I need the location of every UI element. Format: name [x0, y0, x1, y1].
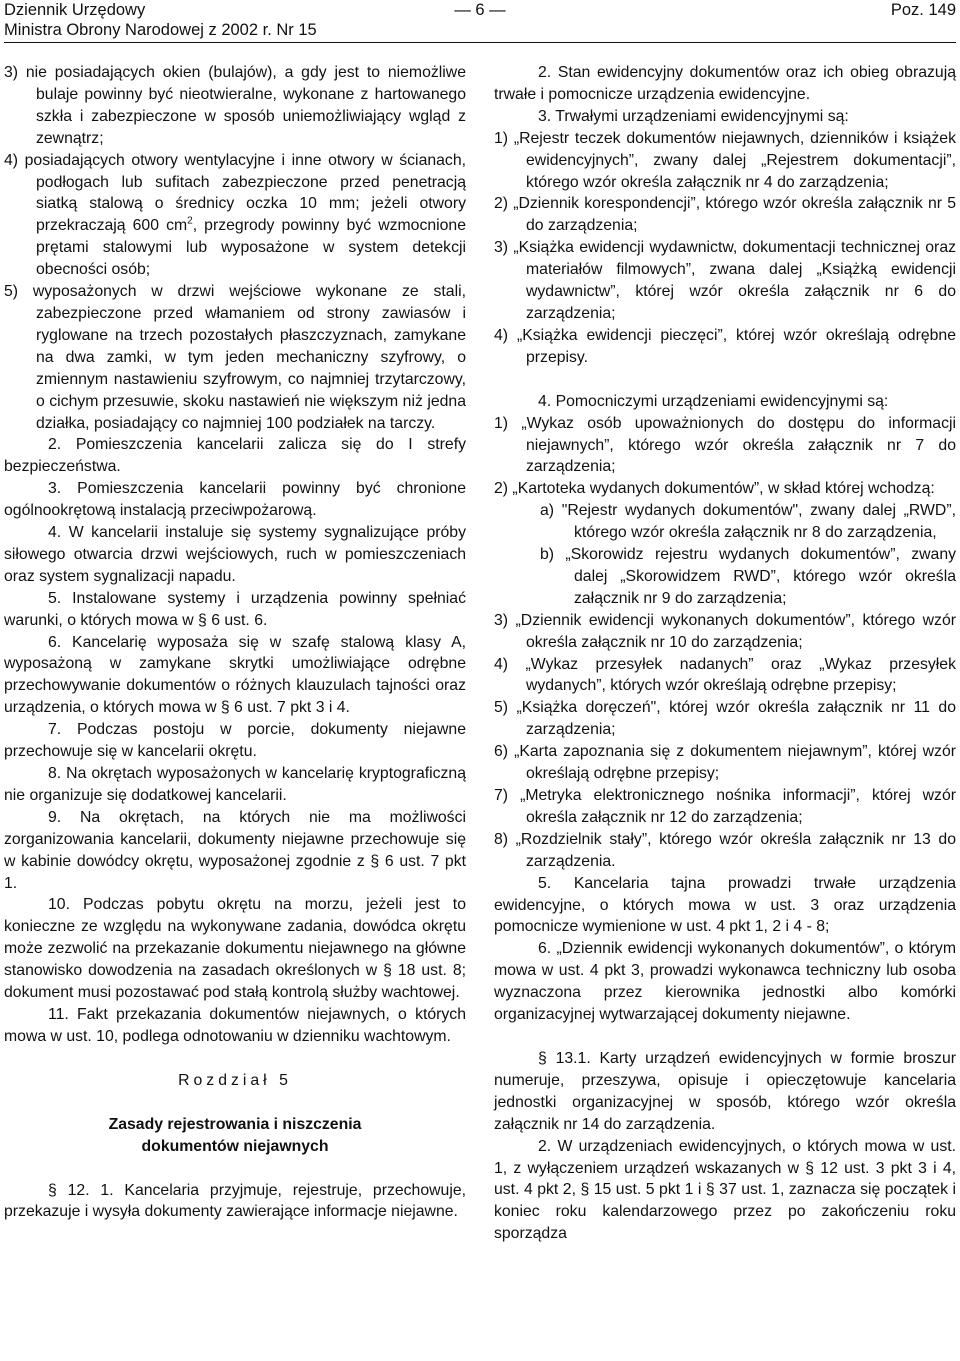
text: , przegrody powinny być wzmocnione prętami stalowymi lub wyposażone w system detekcji obecności osób; [36, 217, 467, 279]
left-column [4, 62, 466, 1223]
paragraph: 3. Pomieszczenia kancelarii powinny być chronione ogólnookrętową instalacją przeciwpożarową. [4, 480, 466, 520]
list-item: 3) „Książka ewidencji wydawnictw, dokumentacji technicznej oraz materiałów filmowych”, zwana dalej „Książką ewidencji wydawnictw”, której wzór określa załącznik nr 6 do zarządzenia; [494, 239, 956, 322]
list-item: 7) „Metryka elektronicznego nośnika informacji”, której wzór określa załącznik nr 12 do zarządzenia; [494, 787, 956, 826]
list-item: 8) „Rozdzielnik stały”, którego wzór określa załącznik nr 13 do zarządzenia. [494, 830, 956, 870]
list-subitem: a) "Rejestr wydanych dokumentów", zwany dalej „RWD”, którego wzór określa załącznik nr 8 do zarządzenia, [540, 502, 956, 542]
header-rule [4, 42, 956, 43]
position-number: Poz. 149 [890, 1, 956, 19]
paragraph: 3. Trwałymi urządzeniami ewidencyjnymi są: [538, 107, 849, 125]
list-item: 4) „Książka ewidencji pieczęci”, której wzór określają odrębne przepisy. [494, 326, 956, 366]
paragraph: § 12. 1. Kancelaria przyjmuje, rejestruje, przechowuje, przekazuje i wysyła dokumenty zawierające informacje niejawne. [4, 1181, 466, 1221]
paragraph: 6. Kancelarię wyposaża się w szafę stalową klasy A, wyposażoną w zamykane skrytki umożliwiające odrębne przechowywanie dokumentów o różnych klauzulach tajności oraz urządzenia, o których mowa w § 6 ust. 7 pkt 3 i 4. [4, 633, 466, 717]
paragraph: 8. Na okrętach wyposażonych w kancelarię kryptograficzną nie organizuje się dodatkowej kancelarii. [4, 765, 466, 804]
ministry-line: Ministra Obrony Narodowej z 2002 r. Nr 15 [4, 21, 317, 39]
list-subitem: b) „Skorowidz rejestru wydanych dokumentów”, zwany dalej „Skorowidzem RWD”, którego wzór określa załącznik nr 9 do zarządzenia; [540, 546, 956, 607]
paragraph: 4. Pomocniczymi urządzeniami ewidencyjnymi są: [538, 392, 889, 410]
paragraph: 11. Fakt przekazania dokumentów niejawnych, o których mowa w ust. 10, podlega odnotowaniu w dzienniku wachtowym. [4, 1005, 466, 1045]
paragraph: 5. Kancelaria tajna prowadzi trwałe urządzenia ewidencyjne, o których mowa w ust. 3 oraz urządzenia pomocnicze wymienione w ust. 4 pkt 1, 2 i 4 - 8; [494, 874, 956, 936]
page-header [4, 0, 956, 42]
spacer [4, 1048, 466, 1070]
text: 4) posiadających otwory wentylacyjne i inne otwory w ścianach, podłogach lub sufitach zabezpieczone przed penetracją siatką stalową o średnicy oczka 10 mm; jeżeli otwory przekraczają 600 cm [4, 151, 466, 235]
list-item: 4) „Wykaz przesyłek nadanych” oraz „Wykaz przesyłek wydanych”, których wzór określają odrębne przepisy; [494, 655, 956, 695]
paragraph: 3) nie posiadających okien (bulajów), a gdy jest to niemożliwe bulaje powinny być nieotwieralne, wykonane z hartowanego szkła i zabezpieczone w sposób uniemożliwiający wgląd z zewnątrz; [4, 64, 466, 147]
paragraph: 7. Podczas postoju w porcie, dokumenty niejawne przechowuje się w kancelarii okrętu. [4, 721, 466, 761]
chapter-title: Zasady rejestrowania i niszczenia [108, 1115, 362, 1133]
list-item: 2) „Kartoteka wydanych dokumentów”, w skład której wchodzą: [494, 480, 935, 498]
paragraph: 9. Na okrętach, na których nie ma możliwości zorganizowania kancelarii, dokumenty niejawne przechowuje się w kabinie dowódcy okrętu, wyposażonej zgodnie z § 6 ust. 7 pkt 1. [4, 808, 466, 892]
spacer [494, 1026, 956, 1048]
list-item: 2) „Dziennik korespondencji”, którego wzór określa załącznik nr 5 do zarządzenia; [494, 195, 956, 235]
paragraph: § 13.1. Karty urządzeń ewidencyjnych w formie broszur numeruje, przeszywa, opisuje i opieczętowuje kancelaria jednostki organizacyjnej w sposób, którego wzór określa załącznik nr 14 do zarządzenia. [494, 1049, 956, 1133]
chapter-heading: Rozdział 5 [178, 1071, 292, 1089]
paragraph: 6. „Dziennik ewidencji wykonanych dokumentów”, o którym mowa w ust. 4 pkt 3, prowadzi wykonawca techniczny lub osoba wyznaczona przez kierownika jednostki albo komórki organizacyjnej wytwarzającej dokumenty niejawne. [494, 940, 956, 1024]
spacer [4, 1092, 466, 1114]
list-item: 5) „Książka doręczeń", której wzór określa załącznik nr 11 do zarządzenia; [494, 699, 956, 739]
paragraph: 2. Stan ewidencyjny dokumentów oraz ich obieg obrazują trwałe i pomocnicze urządzenia ewidencyjne. [494, 64, 956, 103]
paragraph: 4. W kancelarii instaluje się systemy sygnalizujące próby siłowego otwarcia drzwi wejściowych, ruch w pomieszczeniach oraz system sygnalizacji napadu. [4, 524, 466, 585]
list-item: 1) „Rejestr teczek dokumentów niejawnych, dzienników i książek ewidencyjnych”, zwany dalej „Rejestrem dokumentacji”, którego wzór określa załącznik nr 4 do zarządzenia; [494, 129, 956, 191]
paragraph: 2. W urządzeniach ewidencyjnych, o których mowa w ust. 1, z wyłączeniem urządzeń wskazanych w § 12 ust. 3 pkt 3 i 4, ust. 4 pkt 2, § 15 ust. 5 pkt 1 i § 37 ust. 1, zaznacza się początek i koniec roku kalendarzowego przez po zakończeniu roku sporządza [494, 1137, 956, 1243]
page-number: — 6 — [454, 1, 506, 19]
right-column [494, 62, 956, 1245]
journal-name: Dziennik Urzędowy [4, 1, 146, 19]
chapter-title: dokumentów niejawnych [141, 1137, 329, 1155]
list-item: 1) „Wykaz osób upoważnionych do dostępu do informacji niejawnych”, którego wzór określa załącznik nr 7 do zarządzenia; [494, 414, 956, 476]
paragraph: 5) wyposażonych w drzwi wejściowe wykonane ze stali, zabezpieczone przed włamaniem od strony zawiasów i ryglowane na trzech pozostałych płaszczyznach, zamykane na dwa zamki, w tym jeden mechaniczny szyfrowy, o zmiennym nastawieniu szyfrowym, co najmniej trzytarczowy, o cichym przesuwie, skoku nastawień nie większym niż jedna działka, posiadający co najmniej 100 podziałek na tarczy. [4, 283, 466, 432]
superscript: 2 [187, 216, 193, 228]
spacer [4, 1158, 466, 1180]
paragraph: 2. Pomieszczenia kancelarii zalicza się do I strefy bezpieczeństwa. [4, 436, 466, 476]
list-item: 6) „Karta zapoznania się z dokumentem niejawnym”, której wzór określają odrębne przepisy; [494, 743, 956, 783]
paragraph [4, 150, 466, 281]
spacer [494, 369, 956, 391]
paragraph: 10. Podczas pobytu okrętu na morzu, jeżeli jest to konieczne ze względu na wykonywane zadania, dowódca okrętu może zezwolić na przekazanie dokumentu niejawnego na główne stanowisko dowodzenia na zasadach określonych w § 18 ust. 8; dokument musi pozostawać pod stałą kontrolą służby wachtowej. [4, 896, 466, 1002]
list-item: 3) „Dziennik ewidencji wykonanych dokumentów”, którego wzór określa załącznik nr 10 do zarządzenia; [494, 611, 956, 651]
paragraph: 5. Instalowane systemy i urządzenia powinny spełniać warunki, o których mowa w § 6 ust. 6. [4, 589, 466, 629]
